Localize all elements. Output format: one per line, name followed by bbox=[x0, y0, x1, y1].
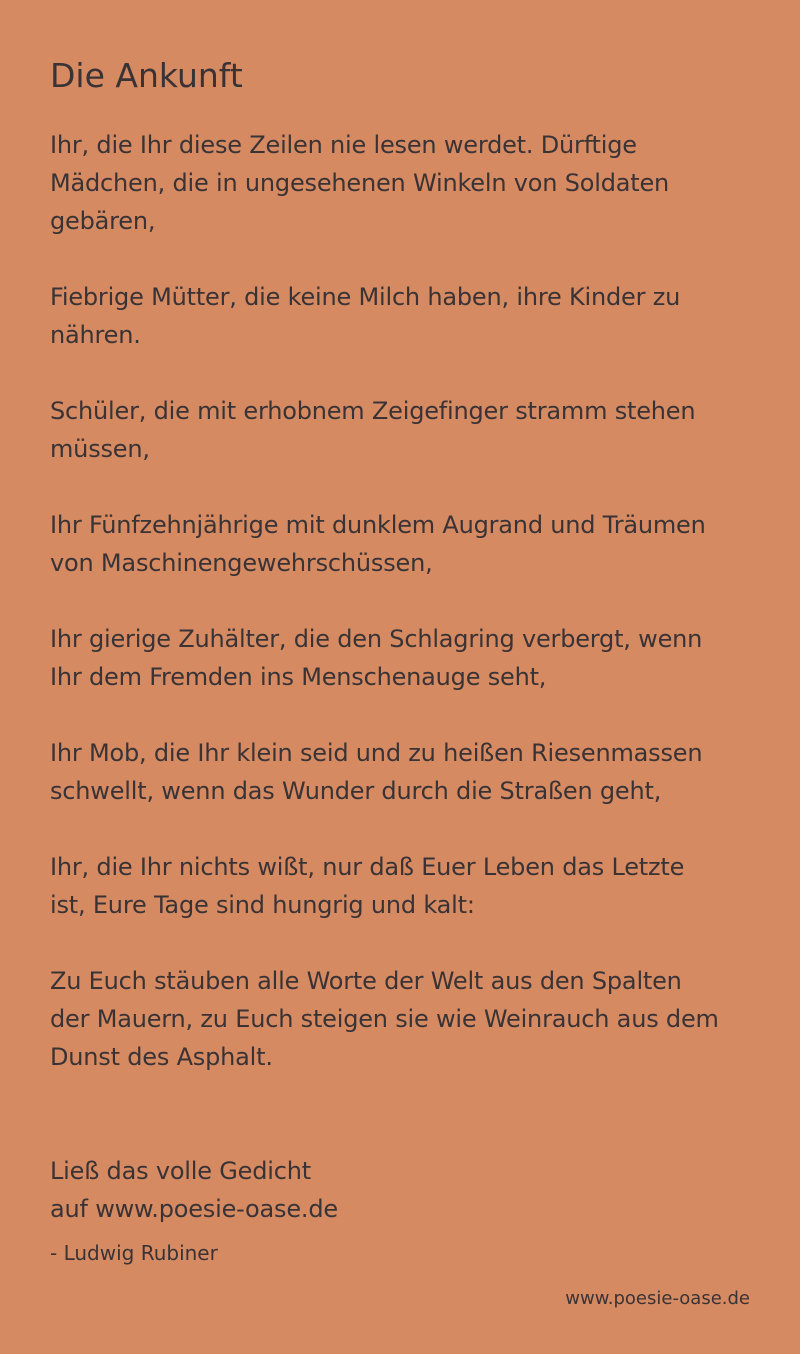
stanza-line: Ihr Mob, die Ihr klein seid und zu heißen Riesenmassen bbox=[50, 739, 703, 767]
stanza-line: Fiebrige Mütter, die keine Milch haben, ihre Kinder zu bbox=[50, 283, 681, 311]
stanza-line: von Maschinengewehrschüssen, bbox=[50, 549, 433, 577]
stanza-4 bbox=[50, 506, 706, 582]
stanza-line: gebären, bbox=[50, 207, 156, 235]
stanza-7 bbox=[50, 848, 684, 924]
stanza-8 bbox=[50, 962, 719, 1076]
cta-line: auf www.poesie-oase.de bbox=[50, 1195, 338, 1223]
stanza-line: Ihr, die Ihr nichts wißt, nur daß Euer Leben das Letzte bbox=[50, 853, 685, 881]
stanza-line: schwellt, wenn das Wunder durch die Straßen geht, bbox=[50, 777, 662, 805]
stanza-line: Mädchen, die in ungesehenen Winkeln von Soldaten bbox=[50, 169, 670, 197]
stanza-line: Ihr dem Fremden ins Menschenauge seht, bbox=[50, 663, 547, 691]
stanza-line: Schüler, die mit erhobnem Zeigefinger stramm stehen bbox=[50, 397, 696, 425]
stanza-3 bbox=[50, 392, 695, 468]
stanza-line: Ihr gierige Zuhälter, die den Schlagring verbergt, wenn bbox=[50, 625, 703, 653]
poem-title: Die Ankunft bbox=[50, 56, 243, 95]
stanza-line: Dunst des Asphalt. bbox=[50, 1043, 273, 1071]
stanza-1 bbox=[50, 126, 669, 240]
stanza-line: nähren. bbox=[50, 321, 141, 349]
read-full-poem-note bbox=[50, 1152, 338, 1228]
cta-line: Ließ das volle Gedicht bbox=[50, 1157, 311, 1185]
stanza-5 bbox=[50, 620, 702, 696]
stanza-line: müssen, bbox=[50, 435, 150, 463]
stanza-2 bbox=[50, 278, 680, 354]
stanza-line: der Mauern, zu Euch steigen sie wie Weinrauch aus dem bbox=[50, 1005, 719, 1033]
stanza-6 bbox=[50, 734, 702, 810]
stanza-line: ist, Eure Tage sind hungrig und kalt: bbox=[50, 891, 475, 919]
stanza-line: Ihr, die Ihr diese Zeilen nie lesen werdet. Dürftige bbox=[50, 131, 637, 159]
poem-author: - Ludwig Rubiner bbox=[50, 1241, 218, 1265]
stanza-line: Ihr Fünfzehnjährige mit dunklem Augrand und Träumen bbox=[50, 511, 706, 539]
stanza-line: Zu Euch stäuben alle Worte der Welt aus den Spalten bbox=[50, 967, 682, 995]
footer-website-url: www.poesie-oase.de bbox=[565, 1288, 750, 1309]
